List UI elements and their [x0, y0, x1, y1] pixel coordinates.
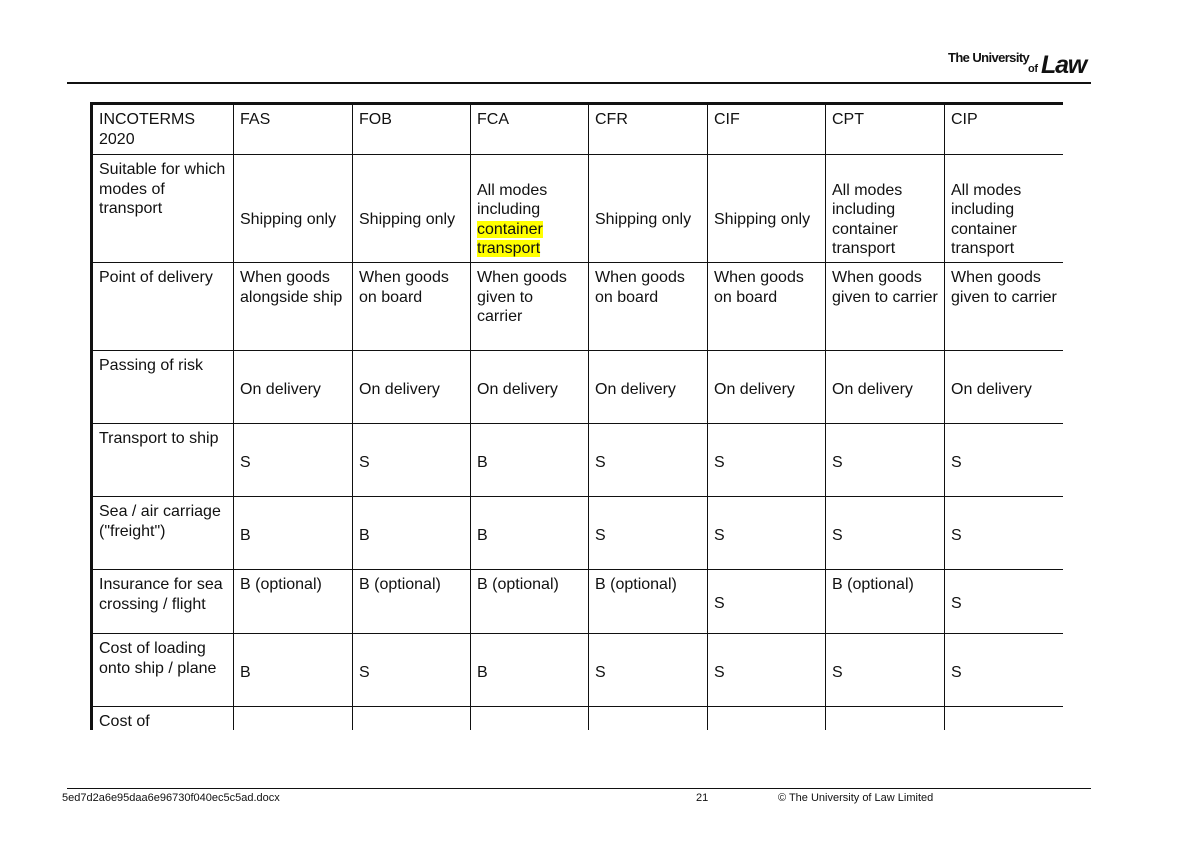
table-cell [826, 707, 945, 731]
table-cell: B (optional) [589, 570, 708, 634]
table-cell: S [826, 634, 945, 707]
header-cell-cif: CIF [708, 104, 826, 155]
logo-line-2: of [1028, 63, 1038, 75]
table-cell: S [945, 497, 1064, 570]
table-row [92, 634, 1064, 707]
table-cell: B [471, 424, 589, 497]
table-cell: S [353, 424, 471, 497]
table-cell: S [589, 424, 708, 497]
incoterms-table [90, 102, 1063, 730]
table-cell: S [826, 497, 945, 570]
table-cell: B (optional) [826, 570, 945, 634]
row-label: Suitable for which modes of transport [92, 155, 234, 263]
row-label: Transport to ship [92, 424, 234, 497]
table-cell: Shipping only [708, 155, 826, 263]
table-cell [353, 707, 471, 731]
footer-page-number: 21 [696, 792, 709, 804]
table-row [92, 351, 1064, 424]
table-cell: On delivery [471, 351, 589, 424]
table-cell: Shipping only [589, 155, 708, 263]
table-cell: S [708, 497, 826, 570]
table-cell: When goods on board [353, 263, 471, 351]
table-cell: B [234, 634, 353, 707]
table-cell: On delivery [353, 351, 471, 424]
table-cell: Shipping only [234, 155, 353, 263]
table-cell: B [353, 497, 471, 570]
table-header-row [92, 104, 1064, 155]
table-cell: S [589, 634, 708, 707]
table-cell: On delivery [234, 351, 353, 424]
row-label: Insurance for sea crossing / flight [92, 570, 234, 634]
table-cell: On delivery [708, 351, 826, 424]
table-cell: S [353, 634, 471, 707]
cell-text: All modes including [477, 181, 548, 218]
logo-line-3: Law [1041, 51, 1087, 79]
table-cell: S [234, 424, 353, 497]
table-cell [708, 707, 826, 731]
table-cell: S [945, 424, 1064, 497]
row-label: Point of delivery [92, 263, 234, 351]
table-cell: S [589, 497, 708, 570]
table-row [92, 497, 1064, 570]
row-label: Cost of loading onto ship / plane [92, 634, 234, 707]
footer-filename: 5ed7d2a6e95daa6e96730f040ec5c5ad.docx [62, 792, 280, 804]
table-cell: S [708, 634, 826, 707]
table-cell: B [471, 497, 589, 570]
header-cell-fob: FOB [353, 104, 471, 155]
logo-line-1: The University [948, 50, 1030, 65]
header-cell-incoterms: INCOTERMS 2020 [92, 104, 234, 155]
table-row [92, 424, 1064, 497]
table-cell: When goods on board [589, 263, 708, 351]
table-cell: B (optional) [234, 570, 353, 634]
table-cell: S [708, 570, 826, 634]
table-cell: S [945, 570, 1064, 634]
table-row [92, 707, 1064, 731]
table-cell: When goods given to carrier [826, 263, 945, 351]
table-cell: When goods given to carrier [471, 263, 589, 351]
footer-copyright: © The University of Law Limited [778, 792, 934, 804]
table-cell: Shipping only [353, 155, 471, 263]
table-cell: On delivery [945, 351, 1064, 424]
table-row [92, 570, 1064, 634]
table-cell: B [234, 497, 353, 570]
table-cell: B (optional) [353, 570, 471, 634]
header-rule [67, 82, 1091, 84]
table-row [92, 263, 1064, 351]
table-cell: All modes including container transport [945, 155, 1064, 263]
table-cell: S [945, 634, 1064, 707]
row-label: Cost of [92, 707, 234, 731]
row-label: Passing of risk [92, 351, 234, 424]
header-cell-cip: CIP [945, 104, 1064, 155]
table-cell [471, 707, 589, 731]
table-cell: When goods given to carrier [945, 263, 1064, 351]
table-cell: B [471, 634, 589, 707]
header-cell-cfr: CFR [589, 104, 708, 155]
table-cell [234, 707, 353, 731]
table-cell [589, 707, 708, 731]
table-cell: When goods alongside ship [234, 263, 353, 351]
header-cell-cpt: CPT [826, 104, 945, 155]
university-logo [948, 50, 1093, 78]
table-cell: All modes including container transport [826, 155, 945, 263]
table-cell: B (optional) [471, 570, 589, 634]
table-cell: S [826, 424, 945, 497]
table-cell [945, 707, 1064, 731]
footer-rule [67, 788, 1091, 789]
row-label: Sea / air carriage ("freight") [92, 497, 234, 570]
highlighted-text: container transport [477, 220, 543, 257]
incoterms-table-container [90, 102, 1063, 730]
table-cell: On delivery [826, 351, 945, 424]
table-cell: When goods on board [708, 263, 826, 351]
table-cell-highlighted [471, 155, 589, 263]
table-cell: S [708, 424, 826, 497]
header-cell-fca: FCA [471, 104, 589, 155]
table-cell: On delivery [589, 351, 708, 424]
header-cell-fas: FAS [234, 104, 353, 155]
table-row [92, 155, 1064, 263]
